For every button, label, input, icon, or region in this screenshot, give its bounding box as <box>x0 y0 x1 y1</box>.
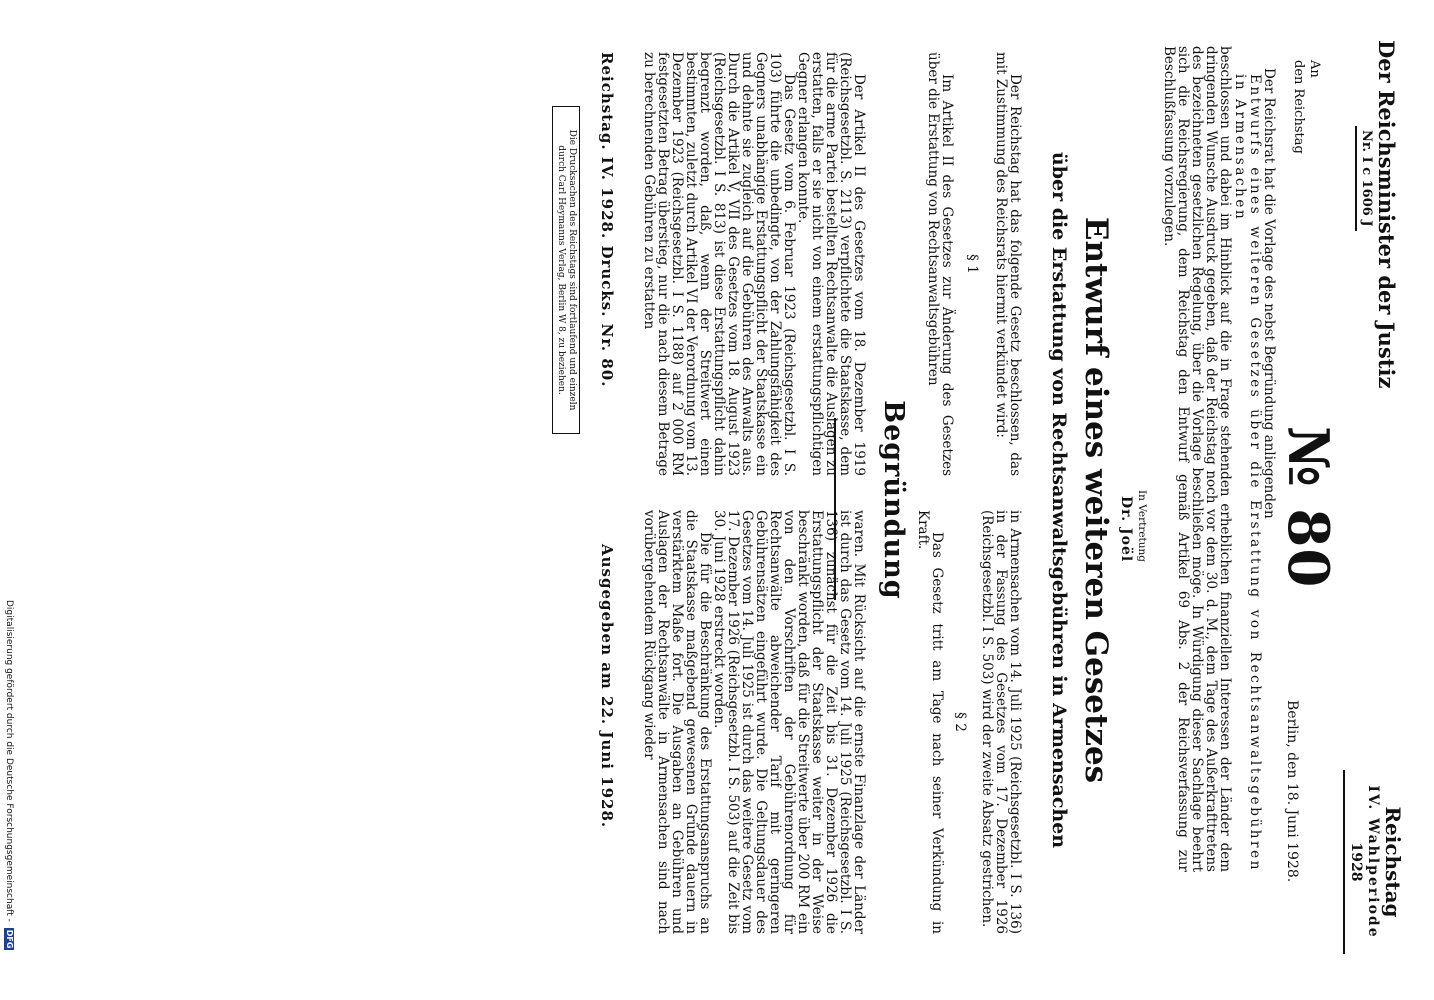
place-date: Berlin, den 18. Juni 1928. <box>1284 700 1300 883</box>
explanation-paragraph-4: Die für die Beschränkung des Erstattungsanspruchs an die Staatskasse maßgebend gewesenen Gründe dauern in verstärktem Maße fort. Die Ausgaben an Gebühren und Auslagen der Rechtsanwälte in Armensachen sind nach vorübergehendem Rückgang wieder <box>641 510 713 934</box>
reference-number: Nr. I c 1606 J <box>1355 126 1374 231</box>
footer-left: Reichstag. IV. 1928. Drucks. Nr. 80. <box>598 52 616 388</box>
addressee-to: An <box>1307 60 1322 78</box>
draft-subtitle: über die Erstattung von Rechtsanwaltsgebühren in Armensachen <box>1048 151 1070 849</box>
draft-left-column <box>926 52 1022 476</box>
footer-right: Ausgegeben am 22. Juni 1928. <box>598 544 616 829</box>
digitization-credit <box>4 600 14 950</box>
dfg-logo: DFG <box>5 929 14 949</box>
section-1-text-continued: in Armensachen vom 14. Juli 1925 (Reichsgesetzbl. I S. 136) in der Fassung des Gesetzes vom 17. Dezember 1926 (Reichsgesetzbl. I S. 503) wird der zweite Absatz gestrichen. <box>979 510 1023 934</box>
letter-body: beschlossen und dabei im Hinblick auf die in Frage stehenden erheblichen finanziellen Interessen der Länder dem dringenden Wunsche Ausdruck gegeben, daß der Reichstag noch vor dem 30. d. M., dem Tage des Außerkrafttretens des bezeichneten gesetzlichen Regelung, über die Vorlage beschließen möge. In Würdigung dieser Sachlage beehrt sich die Reichsregierung, dem Reichstag den Entwurf gemäß Artikel 69 Abs. 2 der Reichsverfassung zur Beschlußfassung vorzulegen. <box>1161 46 1233 872</box>
explanation-left-column <box>642 52 866 476</box>
issuer: Der Reichsminister der Justiz <box>1374 40 1399 389</box>
signature: Dr. Joël <box>1118 496 1134 563</box>
digitization-text: Digitalisierung gefördert durch die Deutsche Forschungsgemeinschaft - <box>4 600 14 922</box>
explanation-paragraph-1: Der Artikel II des Gesetzes vom 18. Dezember 1919 (Reichsgesetzbl. S. 2113) verpflichtete die Staatskasse, dem für die arme Partei bestellten Rechtsanwalte die Auslagen zu erstatten, falls er sie nicht von einem erstattungspflichtigen Gegner erlangen konnte. <box>795 52 867 476</box>
letter-intro: Der Reichsrat hat die Vorlage des nebst Begründung anliegenden <box>1261 68 1277 519</box>
cover-letter <box>1162 46 1276 872</box>
publisher-line-1: Die Drucksachen des Reichstags sind fortlaufend und einzeln <box>567 129 577 411</box>
explanation-title: Begründung <box>878 400 909 600</box>
draft-preamble: Der Reichstag hat das folgende Gesetz beschlossen, das mit Zustimmung des Reichsrats hiermit verkündet wird: <box>993 52 1023 476</box>
section-1-label: § 1 <box>964 254 980 274</box>
document-number: № 80 <box>1275 426 1341 589</box>
publisher-line-2: durch Carl Heymanns Verlag, Berlin W 8, zu beziehen. <box>556 145 566 395</box>
legislative-period: IV. Wahlperiode <box>1365 785 1381 939</box>
explanation-right-column <box>642 510 866 934</box>
section-2-text: Das Gesetz tritt am Tage nach seiner Verkündung in Kraft. <box>915 510 945 934</box>
signature-prefix: In Vertretung <box>1136 490 1148 563</box>
draft-right-column <box>916 510 1022 934</box>
period-year: 1928 <box>1343 770 1364 954</box>
publisher-notice <box>552 106 580 434</box>
explanation-paragraph-3: waren. Mit Rücksicht auf die ernste Finanzlage der Länder ist durch das Gesetz vom 14. Juli 1925 (Reichsgesetzbl. I S. 136) zunächst für die Zeit bis 31. Dezember 1926 die Erstattungspflicht der Staatskasse weiter in der Weise beschränkt worden, daß für die Streitwerte über 200 RM ein von den Vorschriften der Gebührenordnung für Rechtsanwälte abweichender Tarif mit geringeren Gebührensätzen eingeführt wurde. Die Geltungsdauer des Gesetzes vom 14. Juli 1925 ist durch das weitere Gesetz vom 17. Dezember 1926 (Reichsgesetzbl. I S. 503) auf die Zeit bis 30. Juni 1928 erstreckt worden. <box>711 510 867 934</box>
explanation-paragraph-2: Das Gesetz vom 6. Februar 1923 (Reichsgesetzbl. I S. 103) führte die unbedingte, von der Zahlungsfähigkeit des Gegners unabhängige Erstattungspflicht der Staatskasse ein und dehnte sie zugleich auf die Gebühren des Anwalts aus. Durch die Artikel V, VII des Gesetzes vom 18. August 1923 (Reichsgesetzbl. I S. 813) ist diese Erstattungspflicht dahin begrenzt worden, daß, wenn der Streitwert einen bestimmten, zuletzt durch Artikel VI der Verordnung vom 13. Dezember 1923 (Reichsgesetzbl. I S. 1188) auf 2 000 RM festgesetzten Betrag überstieg, nur die nach diesem Betrage zu berechnenden Gebühren zu erstatten <box>641 52 797 476</box>
section-1-text: Im Artikel II des Gesetzes zur Änderung des Gesetzes über die Erstattung von Rechtsanwaltsgebühren <box>925 52 955 476</box>
letter-spaced-title: Entwurfs eines weiteren Gesetzes über die Erstattung von Rechtsanwaltsgebühren in Armensachen <box>1232 74 1263 872</box>
section-2-label: § 2 <box>952 712 968 732</box>
addressee-reichstag: den Reichstag <box>1291 60 1306 154</box>
reichstag-block <box>1343 752 1404 972</box>
draft-title: Entwurf eines weiteren Gesetzes <box>1078 216 1114 784</box>
reichstag-label: Reichstag <box>1381 806 1405 918</box>
